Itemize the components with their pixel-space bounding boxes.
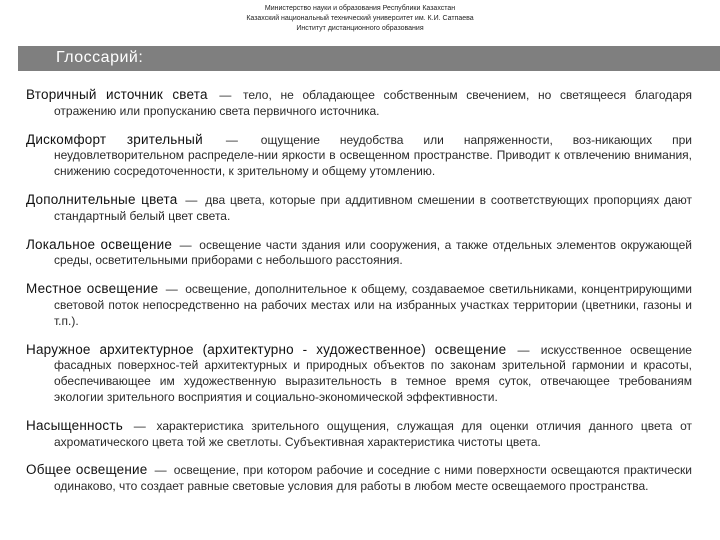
glossary-entry (26, 342, 692, 406)
glossary-entry (26, 192, 692, 225)
glossary-entry (26, 132, 692, 180)
glossary-entry (26, 281, 692, 329)
glossary-term: Наружное архитектурное (архитектурно - художественное) освещение (26, 341, 507, 357)
glossary-term: Локальное освещение (26, 236, 173, 252)
glossary-definition: два цвета, которые при аддитивном смешении в соответствующих пропорциях дают стандартный белый цвет света. (54, 192, 693, 223)
term-dash: — (133, 418, 146, 433)
term-dash: — (517, 342, 530, 357)
term-dash: — (165, 282, 178, 297)
glossary-title: Глоссарий: (56, 49, 144, 66)
glossary-definition: освещение, дополнительное к общему, создаваемое светильниками, концентрирующими световой поток непосредственно на рабочих местах или на избранных участках территории (цветники, газоны и т.п.). (54, 282, 692, 328)
term-dash: — (219, 88, 232, 102)
glossary-term: Дополнительные цвета (26, 191, 178, 207)
glossary-term: Вторичный источник света (26, 87, 208, 102)
glossary-term: Насыщенность (26, 417, 123, 433)
university-line: Казахский национальный технический университет им. К.И. Сатпаева (246, 15, 474, 22)
glossary-definition: ощущение неудобства или напряженности, воз-никающих при неудовлетворительном распределе-нии яркости в освещенном пространстве. Приводит к отвлечению внимания, снижению сосредоточенности, к зрительному и общему утомлению. (54, 132, 693, 179)
institution-header (0, 4, 720, 34)
glossary-term: Местное освещение (26, 281, 159, 297)
glossary-definition: тело, не обладающее собственным свечением, но светящееся благодаря отражению или пропусканию света первичного источника. (54, 88, 692, 118)
glossary-definition: искусственное освещение фасадных поверхнос-тей архитектурных и природных объектов по законам зрительной гармонии и красоты, обеспечивающее им художественную выразительность в темное время суток, отвечающее требованиям экологии зрительного восприятия и социально-экономической эффективности. (54, 342, 692, 404)
institute-line: Институт дистанционного образования (296, 25, 424, 32)
glossary-definition: характеристика зрительного ощущения, служащая для оценки отличия данного цвета от ахроматического цвета той же светлоты. Субъективная характеристика чистоты цвета. (54, 418, 693, 449)
glossary-definition: освещение части здания или сооружения, а также отдельных элементов окружающей среды, осветительными приборами с небольшого расстояния. (54, 237, 692, 268)
glossary-entry (26, 237, 692, 270)
term-dash: — (185, 192, 198, 207)
glossary-list (26, 75, 692, 499)
glossary-entry (26, 87, 692, 120)
glossary-entry (26, 418, 692, 451)
glossary-term: Общее освещение (26, 462, 148, 478)
term-dash: — (154, 463, 167, 478)
glossary-title-bar (18, 46, 720, 71)
term-dash: — (179, 237, 192, 252)
glossary-entry (26, 462, 692, 495)
glossary-definition: освещение, при котором рабочие и соседние с ними поверхности освещаются практически одинаково, что создает равные световые условия для работы в любом месте освещаемого пространства. (54, 463, 692, 494)
glossary-term: Дискомфорт зрительный (26, 131, 203, 147)
ministry-line: Министерство науки и образования Республики Казахстан (264, 5, 456, 12)
term-dash: — (225, 132, 238, 147)
